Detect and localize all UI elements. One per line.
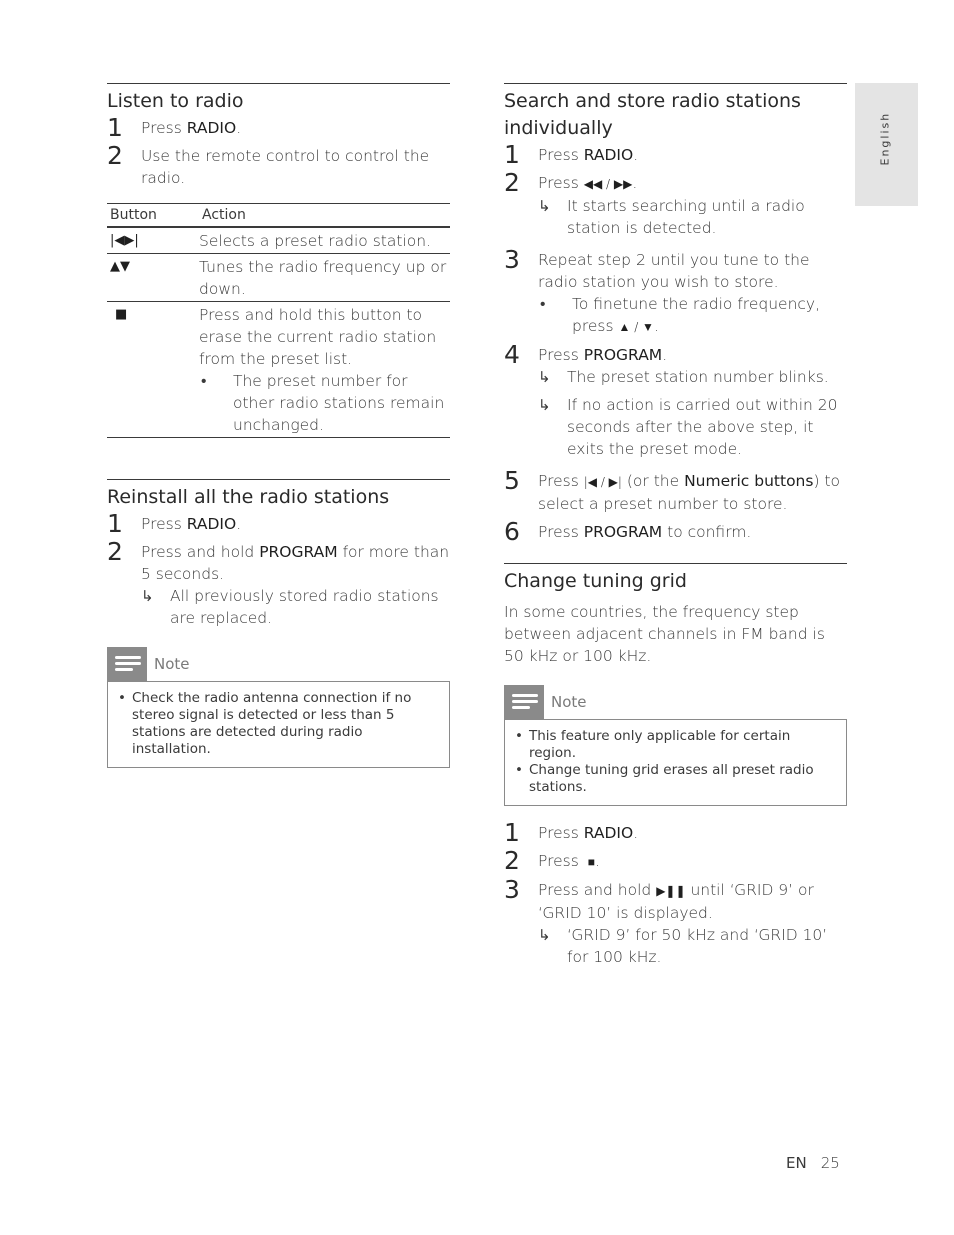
grid-steps [504, 818, 847, 968]
note-icon [107, 647, 147, 681]
step-text: . [594, 852, 600, 870]
result-text: ‘GRID 9’ for 50 kHz and ‘GRID 10’ for 100 kHz. [567, 926, 828, 966]
reinstall-steps [107, 509, 450, 629]
note-item [118, 690, 439, 758]
language-tab [855, 83, 918, 206]
listen-step-1 [107, 113, 450, 142]
step-result [538, 366, 847, 388]
skip-prev-next-icon: |◀ / ▶| [583, 475, 622, 489]
keyword: RADIO [186, 515, 237, 533]
bullet-text: . [653, 317, 659, 335]
footer-lang: EN [786, 1154, 807, 1172]
reinstall-step-2 [107, 537, 450, 629]
result-text: The preset station number blinks. [567, 368, 829, 386]
grid-title: Change tuning grid [504, 570, 687, 592]
table-cell-action [199, 302, 450, 438]
step-text: Press [538, 472, 584, 490]
table-cell-action: Selects a preset radio station. [199, 227, 450, 254]
step-number: 1 [107, 509, 123, 538]
step-text: Press and hold [538, 881, 657, 899]
listen-steps [107, 113, 450, 189]
result-arrow-icon: ↳ [141, 587, 154, 605]
search-step-3 [504, 245, 847, 338]
play-pause-icon: ▶❚❚ [656, 884, 686, 898]
step-text: Press [538, 852, 584, 870]
step-text: Use the remote control to control the radio. [141, 147, 430, 187]
step-text: Press [538, 824, 584, 842]
grid-step-2 [504, 846, 847, 875]
table-header-button: Button [107, 204, 199, 228]
step-result [538, 195, 847, 239]
note-box [107, 647, 450, 768]
up-down-icon: ▲ / ▼ [618, 320, 654, 334]
step-text: Press [538, 346, 584, 364]
listen-section [107, 83, 450, 438]
step-number: 6 [504, 517, 520, 546]
step-number: 3 [504, 875, 520, 904]
note-box [504, 685, 847, 806]
step-text: until ‘GRID 9’ or ‘GRID 10’ is displayed. [538, 881, 814, 922]
step-text: Press [141, 515, 187, 533]
keyword: RADIO [583, 146, 634, 164]
note-icon [504, 685, 544, 719]
result-text: It starts searching until a radio station is detected. [567, 197, 805, 237]
keyword: PROGRAM [259, 543, 338, 561]
button-action-table [107, 203, 450, 438]
step-text: . [633, 824, 639, 842]
keyword: PROGRAM [583, 523, 663, 541]
grid-step-3 [504, 875, 847, 968]
search-step-4 [504, 340, 847, 460]
step-text: Press [538, 523, 584, 541]
step-text: ) to select a preset number to store. [538, 472, 841, 513]
listen-step-2 [107, 141, 450, 189]
step-number: 2 [107, 537, 123, 566]
step-result [538, 394, 847, 460]
step-result [141, 585, 450, 629]
table-header-action: Action [199, 204, 450, 228]
listen-title: Listen to radio [107, 90, 244, 112]
step-text: . [236, 119, 242, 137]
step-number: 1 [504, 818, 520, 847]
grid-section [504, 563, 847, 968]
result-text: All previously stored radio stations are replaced. [170, 587, 439, 627]
grid-paragraph: In some countries, the frequency step between adjacent channels in FM band is 50 kHz or 100 kHz. [504, 603, 825, 665]
rewind-forward-icon: ◀◀ / ▶▶ [583, 177, 633, 191]
search-step-5 [504, 466, 847, 515]
table-row [107, 254, 450, 302]
step-text: for more than 5 seconds. [141, 543, 450, 583]
step-number: 5 [504, 466, 520, 495]
page-footer [786, 1154, 840, 1172]
up-down-icon: ▲▼ [110, 259, 130, 274]
keyword: RADIO [186, 119, 237, 137]
search-step-1 [504, 140, 847, 169]
page-number: 25 [820, 1154, 840, 1172]
step-text: . [236, 515, 242, 533]
step-text: . [632, 174, 638, 192]
reinstall-step-1 [107, 509, 450, 538]
grid-step-1 [504, 818, 847, 847]
result-arrow-icon: ↳ [538, 396, 551, 414]
language-tab-label: English [878, 111, 892, 166]
action-text: Press and hold this button to erase the current radio station from the preset list. [199, 306, 437, 368]
step-text: Repeat step 2 until you tune to the radio station you wish to store. [538, 251, 810, 291]
bullet-dot: • [201, 372, 207, 390]
search-steps [504, 140, 847, 546]
bullet-dot: • [515, 762, 523, 778]
note-header [504, 685, 847, 719]
result-text: If no action is carried out within 20 seconds after the above step, it exits the preset mode. [567, 396, 838, 458]
reinstall-section [107, 479, 450, 768]
result-arrow-icon: ↳ [538, 368, 551, 386]
bullet-dot: • [118, 690, 126, 706]
step-text: (or the [621, 472, 685, 490]
step-number: 2 [107, 141, 123, 170]
keyword: PROGRAM [583, 346, 663, 364]
bullet-dot: • [515, 728, 523, 744]
note-item [515, 762, 836, 796]
step-text: . [662, 346, 668, 364]
right-column [504, 83, 847, 974]
stop-icon: ■ [115, 307, 128, 322]
search-step-6 [504, 517, 847, 546]
step-number: 1 [107, 113, 123, 142]
note-header [107, 647, 450, 681]
bullet-text: To finetune the radio frequency, press [572, 295, 821, 335]
keyword: RADIO [583, 824, 634, 842]
step-result [538, 924, 847, 968]
step-number: 1 [504, 140, 520, 169]
note-item-text: Change tuning grid erases all preset radio stations. [529, 762, 814, 795]
step-text: to confirm. [662, 523, 752, 541]
left-column [107, 83, 450, 768]
step-text: Press [141, 119, 187, 137]
search-step-2 [504, 168, 847, 239]
note-content [107, 681, 450, 768]
search-title: Search and store radio stations individually [504, 90, 801, 139]
note-content [504, 719, 847, 806]
table-cell-action: Tunes the radio frequency up or down. [199, 254, 450, 302]
note-label: Note [551, 693, 587, 711]
bullet-dot: • [540, 295, 546, 313]
step-number: 3 [504, 245, 520, 274]
table-row [107, 302, 450, 438]
stop-icon: ■ [587, 855, 595, 869]
skip-prev-next-icon: |◀▶| [110, 233, 139, 248]
result-arrow-icon: ↳ [538, 926, 551, 944]
bullet-text: The preset number for other radio stations remain unchanged. [233, 372, 445, 434]
step-text: Press and hold [141, 543, 260, 561]
step-number: 2 [504, 168, 520, 197]
step-bullet [538, 293, 847, 338]
step-number: 2 [504, 846, 520, 875]
table-row [107, 227, 450, 254]
step-number: 4 [504, 340, 520, 369]
step-text: . [633, 146, 639, 164]
action-bullet [199, 370, 450, 436]
keyword: Numeric buttons [684, 472, 814, 490]
step-text: Press [538, 174, 584, 192]
reinstall-title: Reinstall all the radio stations [107, 486, 390, 508]
note-item-text: This feature only applicable for certain region. [529, 728, 791, 761]
note-item-text: Check the radio antenna connection if no stereo signal is detected or less than 5 stations are detected during radio installation. [132, 690, 412, 757]
step-text: Press [538, 146, 584, 164]
result-arrow-icon: ↳ [538, 197, 551, 215]
note-item [515, 728, 836, 762]
search-section [504, 83, 847, 546]
note-label: Note [154, 655, 190, 673]
